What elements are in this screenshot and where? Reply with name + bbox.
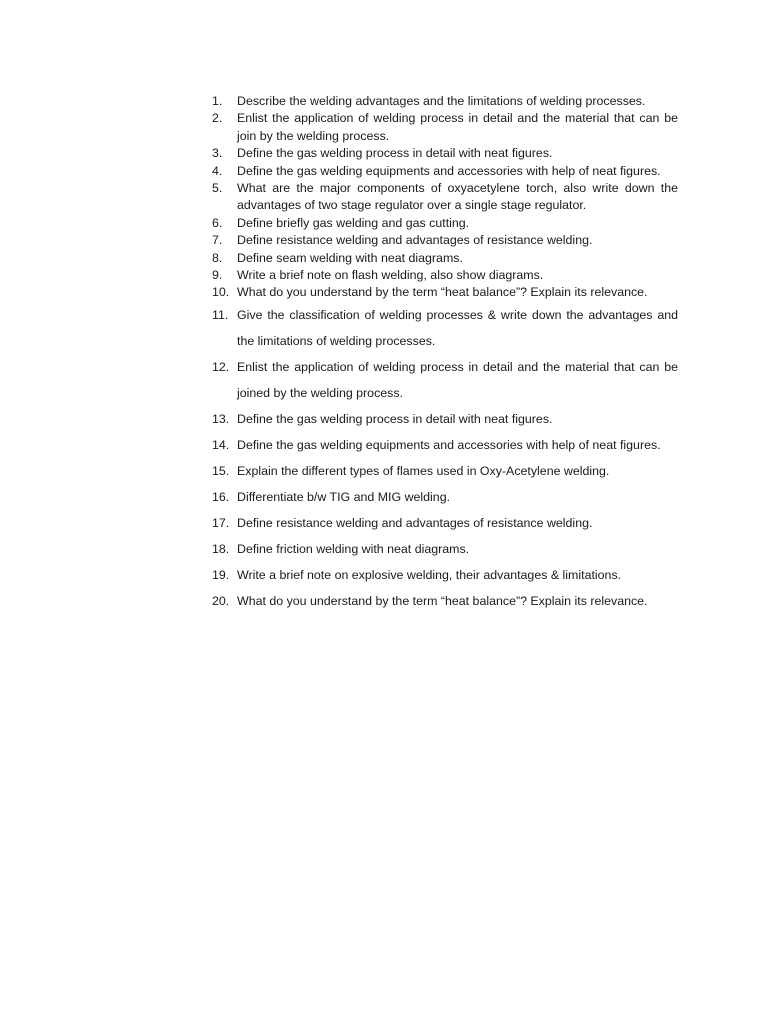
question-number: 9. bbox=[212, 268, 223, 283]
question-number: 20. bbox=[212, 593, 230, 608]
question-text: Define briefly gas welding and gas cutting. bbox=[237, 215, 470, 230]
question-text: Write a brief note on flash welding, also show diagrams. bbox=[237, 268, 544, 283]
question-number: 5. bbox=[212, 181, 223, 196]
question-number: 18. bbox=[212, 541, 230, 556]
question-text: Give the classification of welding processes & write down the advantages and the limitations of welding processes. bbox=[237, 307, 678, 348]
question-text: Enlist the application of welding process in detail and the material that can be join by the welding process. bbox=[237, 111, 678, 143]
question-text: Differentiate b/w TIG and MIG welding. bbox=[237, 489, 451, 504]
question-item-11 bbox=[212, 302, 678, 354]
question-number: 15. bbox=[212, 463, 230, 478]
question-number: 13. bbox=[212, 411, 230, 426]
question-text: What are the major components of oxyacetylene torch, also write down the advantages of two stage regulator over a single stage regulator. bbox=[237, 181, 678, 213]
question-number: 11. bbox=[212, 307, 229, 322]
question-group-1 bbox=[212, 93, 678, 302]
question-number: 1. bbox=[212, 94, 223, 108]
question-item-19 bbox=[212, 562, 678, 588]
question-item-9 bbox=[212, 267, 678, 284]
question-number: 6. bbox=[212, 215, 223, 230]
question-item-13 bbox=[212, 406, 678, 432]
question-number: 2. bbox=[212, 111, 223, 126]
question-item-14 bbox=[212, 432, 678, 458]
question-item-1 bbox=[212, 93, 678, 110]
question-item-10 bbox=[212, 284, 678, 301]
question-text: Write a brief note on explosive welding, their advantages & limitations. bbox=[237, 567, 622, 582]
question-item-7 bbox=[212, 232, 678, 249]
question-text: Describe the welding advantages and the limitations of welding processes. bbox=[237, 94, 646, 108]
question-item-12 bbox=[212, 354, 678, 406]
question-list bbox=[212, 93, 678, 614]
question-text: Define the gas welding process in detail with neat figures. bbox=[237, 411, 553, 426]
question-text: Define the gas welding equipments and accessories with help of neat figures. bbox=[237, 437, 661, 452]
question-item-8 bbox=[212, 250, 678, 267]
question-text: Define the gas welding process in detail with neat figures. bbox=[237, 146, 553, 161]
question-item-4 bbox=[212, 163, 678, 180]
question-number: 14. bbox=[212, 437, 230, 452]
question-text: Explain the different types of flames used in Oxy-Acetylene welding. bbox=[237, 463, 610, 478]
question-item-3 bbox=[212, 145, 678, 162]
question-group-2 bbox=[212, 302, 678, 614]
question-item-18 bbox=[212, 536, 678, 562]
question-number: 10. bbox=[212, 285, 230, 300]
question-item-17 bbox=[212, 510, 678, 536]
question-text: Define seam welding with neat diagrams. bbox=[237, 250, 463, 265]
question-item-16 bbox=[212, 484, 678, 510]
question-item-2 bbox=[212, 110, 678, 145]
question-number: 16. bbox=[212, 489, 230, 504]
question-text: Enlist the application of welding process in detail and the material that can be joined by the welding process. bbox=[237, 359, 678, 400]
question-text: Define resistance welding and advantages of resistance welding. bbox=[237, 233, 593, 248]
question-item-20 bbox=[212, 588, 678, 614]
question-text: What do you understand by the term “heat balance”? Explain its relevance. bbox=[237, 593, 648, 608]
question-text: Define the gas welding equipments and accessories with help of neat figures. bbox=[237, 163, 661, 178]
question-number: 19. bbox=[212, 567, 230, 582]
question-number: 7. bbox=[212, 233, 223, 248]
question-number: 3. bbox=[212, 146, 223, 161]
question-number: 4. bbox=[212, 163, 223, 178]
question-number: 12. bbox=[212, 359, 230, 374]
question-text: Define resistance welding and advantages of resistance welding. bbox=[237, 515, 593, 530]
question-number: 17. bbox=[212, 515, 230, 530]
question-number: 8. bbox=[212, 250, 223, 265]
question-text: Define friction welding with neat diagrams. bbox=[237, 541, 470, 556]
question-item-6 bbox=[212, 215, 678, 232]
question-item-15 bbox=[212, 458, 678, 484]
question-item-5 bbox=[212, 180, 678, 215]
question-text: What do you understand by the term “heat balance”? Explain its relevance. bbox=[237, 285, 648, 300]
